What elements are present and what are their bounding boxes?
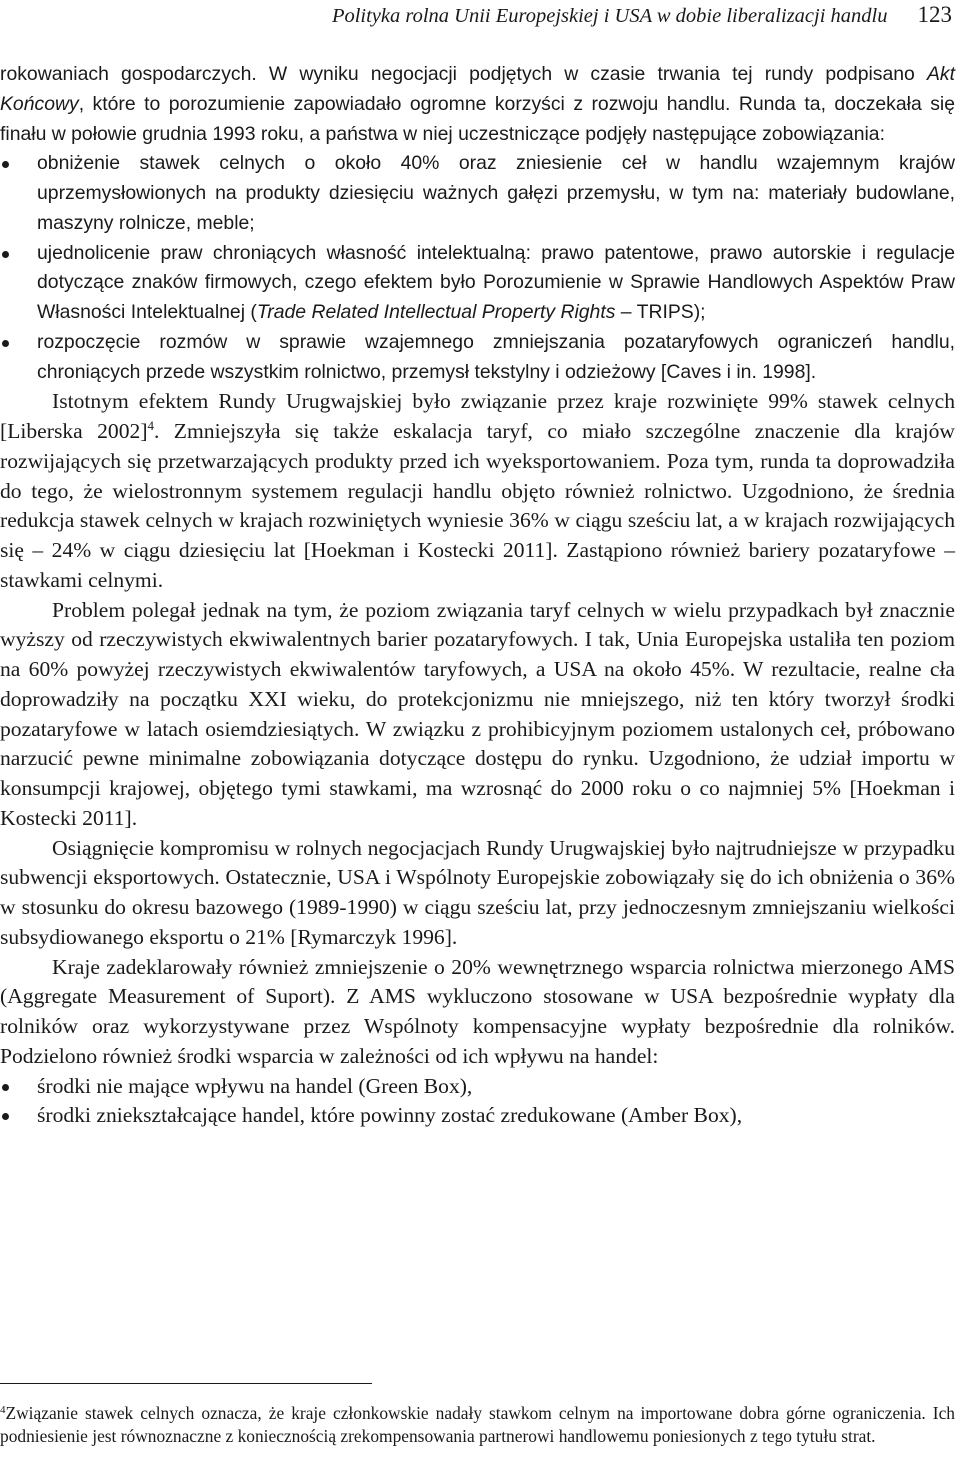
- p2-text-a: Istotnym efektem Rundy Urugwajskiej było związanie przez kraje rozwinięte 99% stawek celnych [Liberska 2002]: [0, 389, 955, 443]
- footnote-ref[interactable]: 4: [147, 418, 155, 433]
- p1-text-c: , które to porozumienie zapowiadało ogromne korzyści z rozwoju handlu. Runda ta, doczekała się finału w połowie grudnia 1993 roku, a państwa w niej uczestniczące podjęły następujące zobowiązania:: [0, 92, 955, 145]
- p2-text-b: . Zmniejszyła się także eskalacja taryf, co miało szczególne znaczenie dla krajów rozwijających się przetwarzających produkty przed ich wyeksportowaniem. Poza tym, runda ta doprowadziła do tego, że wielostronnym systemem regulacji handlu objęto również rolnictwo. Uzgodniono, że średnia redukcja stawek celnych w krajach rozwiniętych wyniesie 36% w ciągu sześciu lat, a w krajach rozwijających się – 24% w ciągu dziesięciu lat [Hoekman i Kostecki 2011]. Zastąpiono również bariery pozataryfowe – stawkami celnymi.: [0, 419, 955, 592]
- p1-italic-act: Akt Końcowy: [0, 63, 955, 115]
- list-item: [0, 239, 955, 328]
- commitments-list: [0, 149, 955, 387]
- b2-italic-trips: Trade Related Intellectual Property Rights: [256, 301, 616, 323]
- paragraph-1: [0, 60, 955, 149]
- support-boxes-list: [0, 1072, 955, 1132]
- b2-text-c: – TRIPS);: [615, 301, 706, 323]
- running-title: Polityka rolna Unii Europejskiej i USA w dobie liberalizacji handlu: [331, 5, 888, 27]
- footnote-marker: 4: [0, 1404, 6, 1416]
- paragraph-3: Problem polegał jednak na tym, że poziom związania taryf celnych w wielu przypadkach był znacznie wyższy od rzeczywistych ekwiwalentnych barier pozataryfowych. I tak, Unia Europejska ustaliła ten poziom na 60% powyżej rzeczywistych ekwiwalentów taryfowych, a USA na około 45%. W rezultacie, realne cła doprowadziły na początku XXI wieku, do protekcjonizmu nie mniejszego, niż ten który tworzył środki pozataryfowe w latach osiemdziesiątych. W związku z prohibicyjnym poziomem ustalonych ceł, próbowano narzucić pewne minimalne zobowiązania dotyczące dostępu do rynku. Uzgodniono, że udział importu w konsumpcji krajowej, objętego tymi stawkami, ma wzrosnąć do 2000 roku o co najmniej 5% [Hoekman i Kostecki 2011].: [0, 597, 955, 830]
- list-item: środki zniekształcające handel, które powinny zostać zredukowane (Amber Box),: [0, 1101, 955, 1131]
- paragraph-5: Kraje zadeklarowały również zmniejszenie o 20% wewnętrznego wsparcia rolnictwa mierzonego AMS (Aggregate Measurement of Suport). Z AMS wykluczono stosowane w USA bezpośrednie wypłaty dla rolników oraz wykorzystywane przez Wspólnoty kompensacyjne wypłaty bezpośrednie dla rolników. Podzielono również środki wsparcia w zależności od ich wpływu na handel:: [0, 954, 955, 1068]
- page-number: 123: [917, 2, 952, 27]
- running-header: [0, 2, 952, 32]
- footnote-text: Związanie stawek celnych oznacza, że kraje członkowskie nadały stawkom celnym na importowane dobra górne ograniczenia. Ich podniesienie jest równoznaczne z koniecznością zrekompensowania partnerowi handlowemu poniesionych z tego tytułu strat.: [0, 1403, 955, 1447]
- p1-text-a: rokowaniach gospodarczych. W wyniku negocjacji podjętych w czasie trwania tej rundy podpisano: [0, 63, 927, 85]
- footnote-divider: [0, 1383, 372, 1384]
- main-text: [0, 60, 955, 1131]
- footnote: [0, 1402, 955, 1449]
- list-item: rozpoczęcie rozmów w sprawie wzajemnego zmniejszania pozataryfowych ograniczeń handlu, chroniących przede wszystkim rolnictwo, przemysł tekstylny i odzieżowy [Caves i in. 1998].: [0, 328, 955, 388]
- paragraph-2: [0, 387, 955, 595]
- list-item: obniżenie stawek celnych o około 40% oraz zniesienie ceł w handlu wzajemnym krajów uprzemysłowionych na produkty dziesięciu ważnych gałęzi przemysłu, w tym na: materiały budowlane, maszyny rolnicze, meble;: [0, 149, 955, 238]
- list-item: środki nie mające wpływu na handel (Green Box),: [0, 1072, 955, 1102]
- b2-text-a: ujednolicenie praw chroniących własność intelektualną: prawo patentowe, prawo autorskie i regulacje dotyczące znaków firmowych, czego efektem było Porozumienie w Sprawie Handlowych Aspektów Praw Własności Intelektualnej (: [37, 241, 955, 323]
- paragraph-4: Osiągnięcie kompromisu w rolnych negocjacjach Rundy Urugwajskiej było najtrudniejsze w przypadku subwencji eksportowych. Ostatecznie, USA i Wspólnoty Europejskie zobowiązały się do ich obniżenia o 36% w stosunku do okresu bazowego (1989-1990) w ciągu sześciu lat, przy jednoczesnym zmniejszaniu wielkości subsydiowanego eksportu o 21% [Rymarczyk 1996].: [0, 835, 955, 949]
